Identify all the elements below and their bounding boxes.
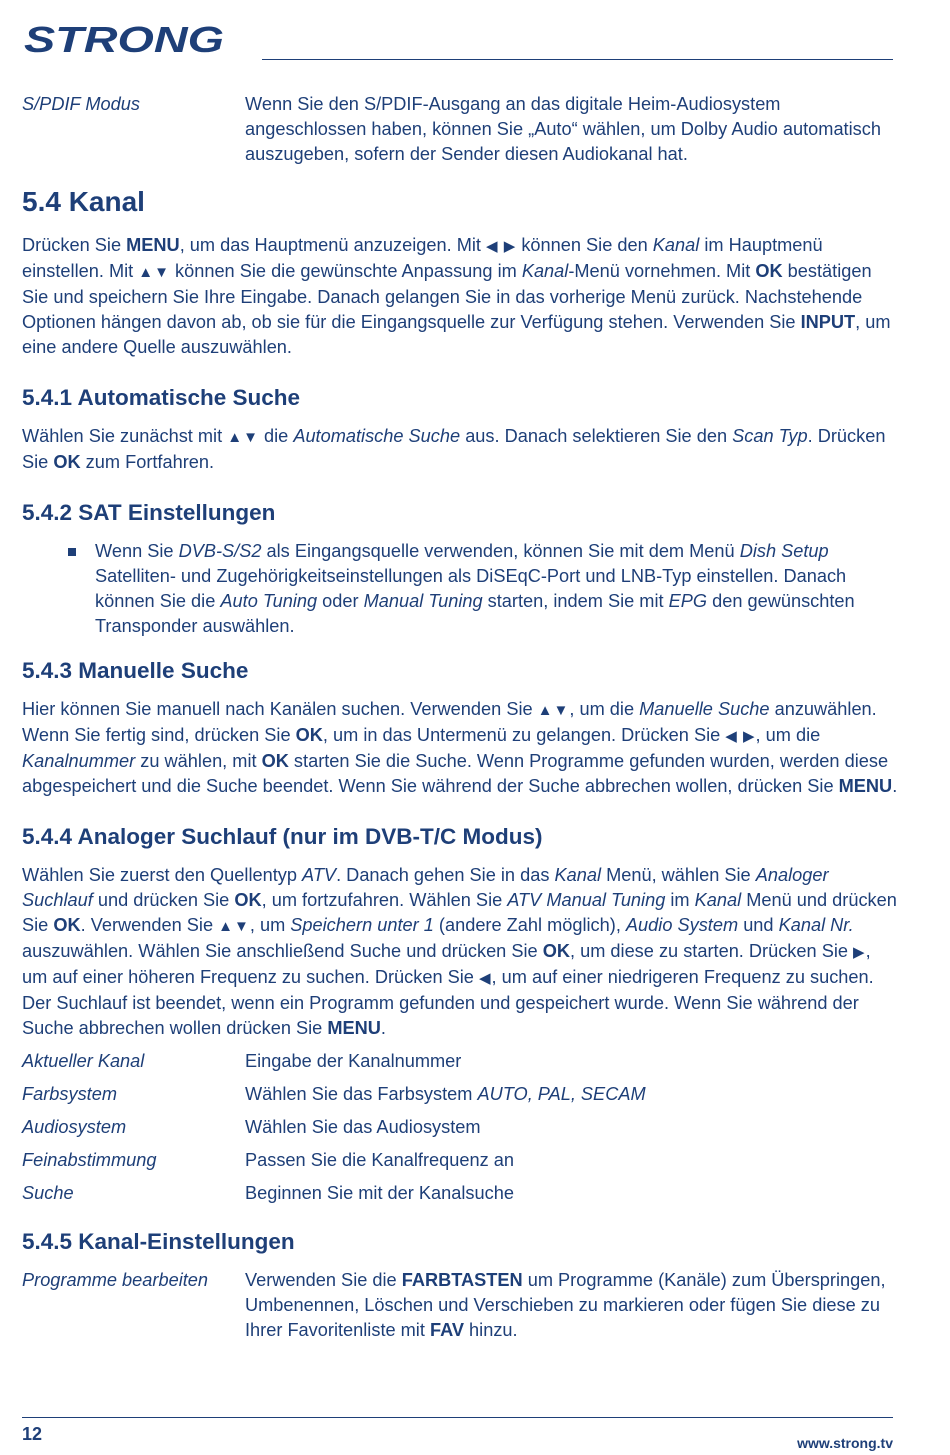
spdif-desc: Wenn Sie den S/PDIF-Ausgang an das digitale Heim-Audiosystem angeschlossen haben, können Sie „Auto“ wählen, um Dolby Audio automatisch auszugeben, sofern der Sender diesen Audiokanal hat. — [245, 94, 881, 164]
list-item: Feinabstimmung Passen Sie die Kanalfrequenz an — [22, 1150, 514, 1170]
section-title-5-4-1: 5.4.1 Automatische Suche — [22, 385, 301, 410]
strong-logo — [22, 16, 227, 60]
right-arrow-icon: ▶ — [853, 944, 866, 961]
up-down-arrows-icon: ▲▼ — [227, 429, 259, 446]
spdif-term: S/PDIF Modus — [22, 94, 140, 114]
section-5-4-text: Drücken Sie MENU, um das Hauptmenü anzuzeigen. Mit ◀ ▶ können Sie den Kanal im Hauptmenü einstellen. Mit ▲▼ können Sie die gewünschte Anpassung im Kanal-Menü vornehmen. Mit OK bestätigen Sie und speichern Sie Ihre Eingabe. Danach gelangen Sie in das vorherige Menü zurück. Nachstehende Optionen hängen davon ab, ob sie für die Eingangsquelle zur Verfügung stehen. Verwenden Sie INPUT, um eine andere Quelle auszuwählen. — [22, 235, 891, 357]
channel-settings-row — [22, 1268, 898, 1343]
square-bullet-icon — [68, 548, 76, 556]
website-link[interactable]: www.strong.tv — [797, 1435, 893, 1451]
section-5-4-2-text: Wenn Sie DVB-S/S2 als Eingangsquelle verwenden, können Sie mit dem Menü Dish Setup Satelliten- und Zugehörigkeitseinstellungen als DiSEqC-Port und LNB-Typ einstellen. Danach können Sie die Auto Tuning oder Manual Tuning starten, indem Sie mit EPG den gewünschten Transponder auswählen. — [95, 541, 855, 636]
section-title-5-4-5: 5.4.5 Kanal-Einstellungen — [22, 1229, 295, 1254]
section-5-4-3-text: Hier können Sie manuell nach Kanälen suchen. Verwenden Sie ▲▼, um die Manuelle Suche anzuwählen. Wenn Sie fertig sind, drücken Sie OK, um in das Untermenü zu gelangen. Drücken Sie ◀ ▶, um die Kanalnummer zu wählen, mit OK starten Sie die Suche. Wenn Programme gefunden wurden, werden diese abgespeichert und die Suche beendet. Wenn Sie während der Suche abbrechen wollen, drücken Sie MENU. — [22, 699, 898, 796]
bullet-item — [68, 539, 898, 639]
analog-options-list — [22, 1045, 898, 1210]
left-arrow-icon: ◀ — [478, 970, 492, 987]
section-title-5-4-3: 5.4.3 Manuelle Suche — [22, 658, 249, 683]
programme-edit-desc: Verwenden Sie die FARBTASTEN um Programme (Kanäle) zum Überspringen, Umbenennen, Löschen und Verschieben zu markieren oder fügen Sie diese zu Ihrer Favoritenliste mit FAV hinzu. — [245, 1270, 886, 1340]
list-item: Aktueller Kanal Eingabe der Kanalnummer — [22, 1051, 462, 1071]
up-down-arrows-icon: ▲▼ — [537, 702, 570, 719]
spdif-row — [22, 92, 898, 167]
list-item: Audiosystem Wählen Sie das Audiosystem — [22, 1117, 481, 1137]
section-5-4-1-text: Wählen Sie zunächst mit ▲▼ die Automatische Suche aus. Danach selektieren Sie den Scan Typ. Drücken Sie OK zum Fortfahren. — [22, 426, 886, 472]
section-title-5-4-4: 5.4.4 Analoger Suchlauf (nur im DVB-T/C Modus) — [22, 824, 543, 849]
up-down-arrows-icon: ▲▼ — [138, 264, 170, 281]
header-divider — [262, 59, 893, 60]
section-5-4-4-text: Wählen Sie zuerst den Quellentyp ATV. Danach gehen Sie in das Kanal Menü, wählen Sie Analoger Suchlauf und drücken Sie OK, um fortzufahren. Wählen Sie ATV Manual Tuning im Kanal Menü und drücken Sie OK. Verwenden Sie ▲▼, um Speichern unter 1 (andere Zahl möglich), Audio System und Kanal Nr. auszuwählen. Wählen Sie anschließend Suche und drücken Sie OK, um diese zu starten. Drücken Sie ▶, um auf einer höheren Frequenz zu suchen. Drücken Sie ◀, um auf einer niedrigeren Frequenz zu suchen. Der Suchlauf ist beendet, wenn ein Programm gefunden und gespeichert wurde. Wenn Sie während der Suche abbrechen wollen drücken Sie MENU. — [22, 865, 897, 1038]
section-title-5-4: 5.4 Kanal — [22, 186, 145, 217]
logo-text: STRONG — [24, 19, 224, 60]
up-down-arrows-icon: ▲▼ — [218, 918, 250, 935]
footer-divider — [22, 1417, 893, 1418]
main-content — [22, 92, 898, 1343]
list-item: Suche Beginnen Sie mit der Kanalsuche — [22, 1183, 514, 1203]
left-right-arrows-icon: ◀ ▶ — [725, 728, 756, 745]
page-number: 12 — [22, 1424, 43, 1444]
programme-edit-term: Programme bearbeiten — [22, 1270, 209, 1290]
left-right-arrows-icon: ◀ ▶ — [486, 238, 517, 255]
list-item: Farbsystem Wählen Sie das Farbsystem AUTO, PAL, SECAM — [22, 1084, 646, 1104]
section-title-5-4-2: 5.4.2 SAT Einstellungen — [22, 500, 276, 525]
